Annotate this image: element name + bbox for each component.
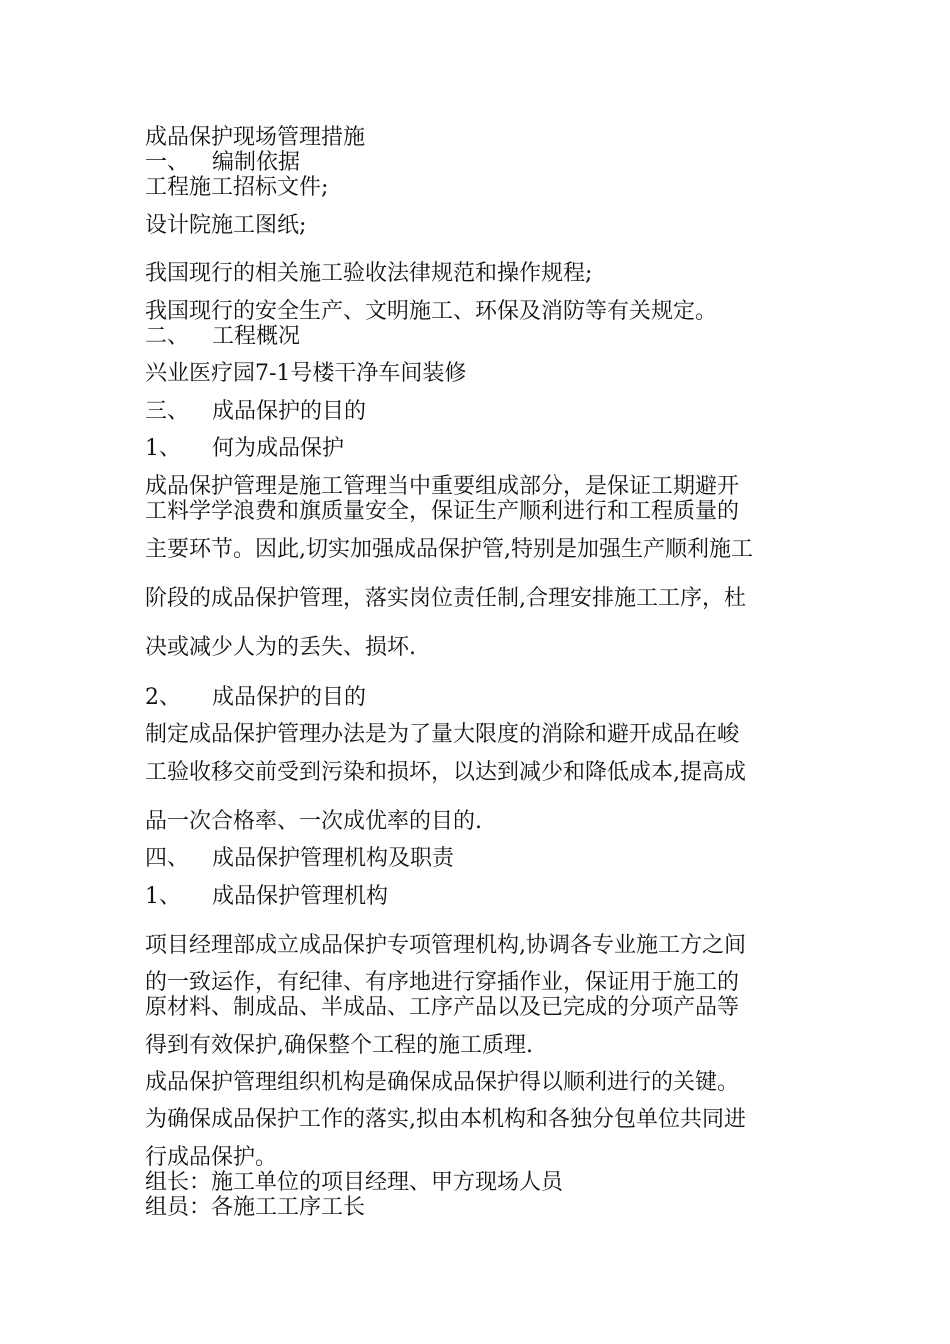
subsection-heading xyxy=(145,884,388,910)
subsection-heading xyxy=(145,436,344,462)
subsection-number: 1、 xyxy=(145,884,181,909)
subsection-text: 何为成品保护 xyxy=(212,436,345,461)
subsection-text: 成品保护管理机构 xyxy=(212,884,389,909)
paragraph-line: 制定成品保护管理办法是为了量大限度的消除和避开成品在峻 xyxy=(145,722,740,747)
paragraph-line: 主要环节。因此,切实加强成品保护管,特别是加强生产顺利施工 xyxy=(145,537,753,562)
section-number: 一、 xyxy=(145,150,190,175)
section-number: 三、 xyxy=(145,399,190,424)
paragraph-line: 原材料、制成品、半成品、工序产品以及已完成的分项产品等 xyxy=(145,995,740,1020)
subsection-number: 2、 xyxy=(145,685,181,710)
doc-title: 成品保护现场管理措施 xyxy=(145,125,366,150)
paragraph-line: 得到有效保护,确保整个工程的施工质理. xyxy=(145,1033,533,1058)
section-heading-1 xyxy=(145,150,300,176)
paragraph-line: 成品保护管理组织机构是确保成品保护得以顺利进行的关键。 xyxy=(145,1070,740,1095)
paragraph-line: 工验收移交前受到污染和损坏，以达到减少和降低成本,提高成 xyxy=(145,760,746,785)
section-heading-3 xyxy=(145,399,366,425)
paragraph-line: 的一致运作，有纪律、有序地进行穿插作业，保证用于施工的 xyxy=(145,970,740,995)
section-number: 四、 xyxy=(145,846,190,871)
section-text: 成品保护的目的 xyxy=(212,399,367,424)
basis-item: 工程施工招标文件; xyxy=(145,175,329,200)
section-text: 工程概况 xyxy=(212,324,301,349)
basis-item: 我国现行的安全生产、文明施工、环保及消防等有关规定。 xyxy=(145,299,718,324)
subsection-text: 成品保护的目的 xyxy=(212,685,367,710)
basis-item: 设计院施工图纸; xyxy=(145,213,307,238)
subsection-number: 1、 xyxy=(145,436,181,461)
paragraph-line: 品一次合格率、一次成优率的目的. xyxy=(145,809,482,834)
section-heading-4 xyxy=(145,846,454,872)
paragraph-line: 项目经理部成立成品保护专项管理机构,协调各专业施工方之间 xyxy=(145,933,746,958)
basis-item: 我国现行的相关施工验收法律规范和操作规程; xyxy=(145,261,593,286)
group-leader-line: 组长：施工单位的项目经理、甲方现场人员 xyxy=(145,1170,564,1195)
paragraph-line: 为确保成品保护工作的落实,拟由本机构和各独分包单位共同进 xyxy=(145,1107,746,1132)
paragraph-line: 工料学学浪费和旗质量安全，保证生产顺利进行和工程质量的 xyxy=(145,499,740,524)
section-number: 二、 xyxy=(145,324,190,349)
overview-text: 兴业医疗园7-1号楼干净车间装修 xyxy=(145,361,467,386)
subsection-heading xyxy=(145,685,366,711)
group-member-line: 组员：各施工工序工长 xyxy=(145,1195,366,1220)
section-text: 成品保护管理机构及职责 xyxy=(212,846,455,871)
section-text: 编制依据 xyxy=(212,150,301,175)
paragraph-line: 成品保护管理是施工管理当中重要组成部分，是保证工期避开 xyxy=(145,474,740,499)
paragraph-line: 决或减少人为的丢失、损坏. xyxy=(145,635,416,660)
section-heading-2 xyxy=(145,324,300,350)
paragraph-line: 行成品保护。 xyxy=(145,1145,278,1170)
paragraph-line: 阶段的成品保护管理，落实岗位责任制,合理安排施工工序，杜 xyxy=(145,586,746,611)
